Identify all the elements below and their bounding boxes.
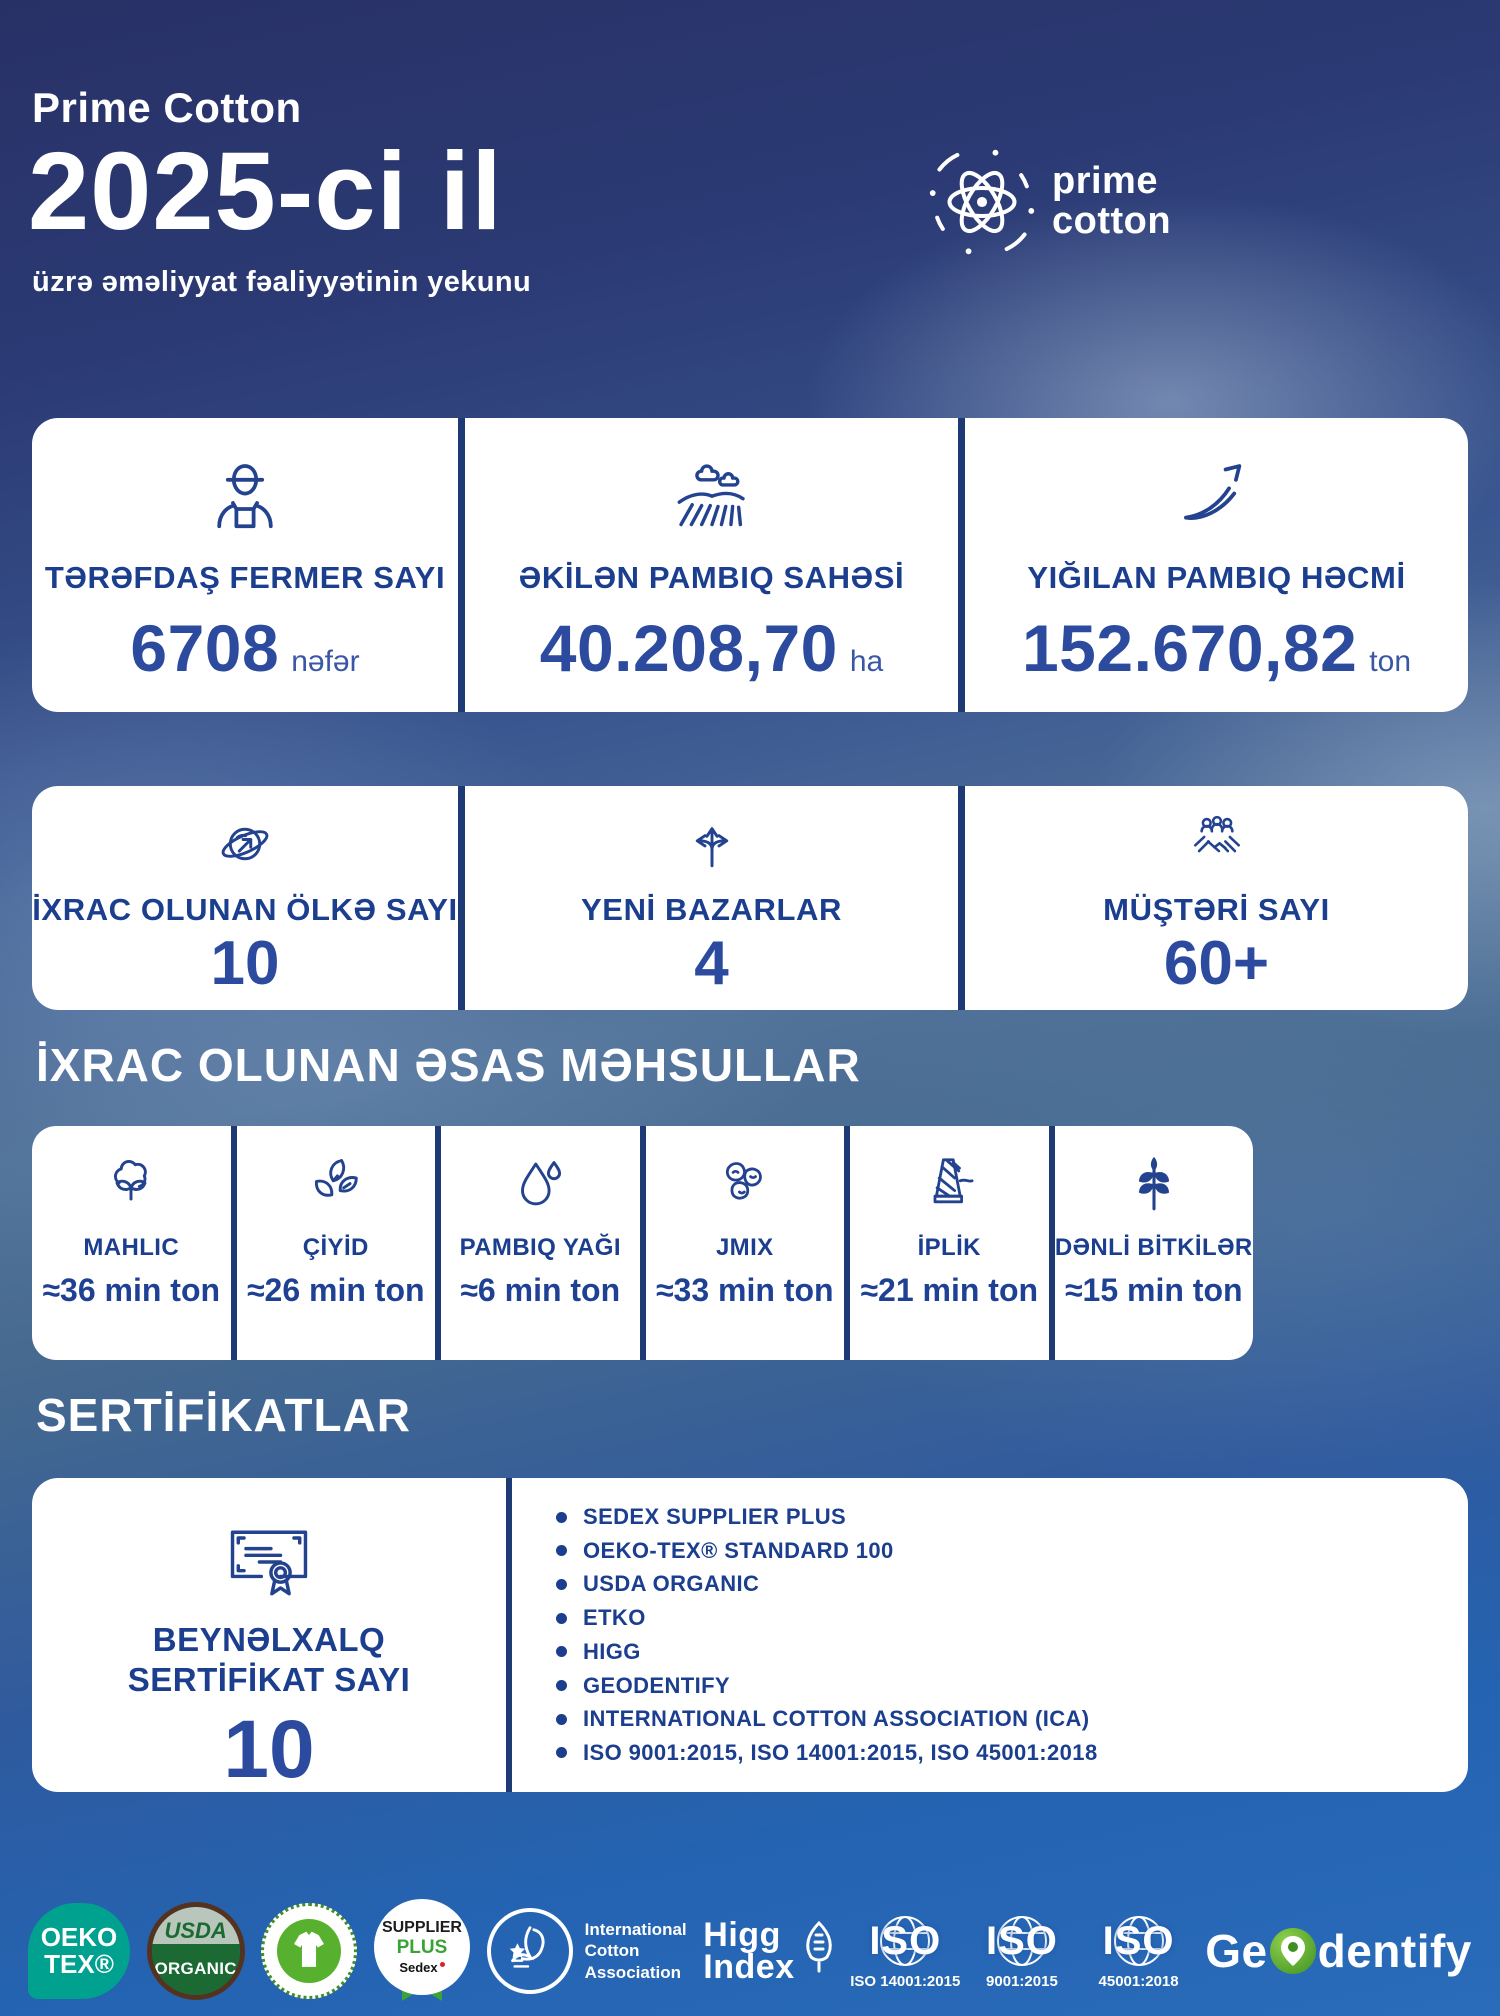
stat-card-customers (965, 786, 1468, 1010)
globe-export-icon (213, 812, 277, 876)
certificate-summary (32, 1478, 506, 1792)
bullet-dot-icon (556, 1646, 567, 1657)
page-subtitle: üzrə əməliyyat fəaliyyətinin yekunu (32, 266, 532, 298)
certificate-summary-label: BEYNƏLXALQ SERTİFİKAT SAYI (127, 1621, 411, 1699)
logo-wordmark: prime cotton (1052, 160, 1172, 242)
stat-unit: nəfər (291, 645, 360, 678)
certificate-list-item: INTERNATIONAL COTTON ASSOCIATION (ICA) (556, 1706, 1424, 1732)
bullet-dot-icon (556, 1613, 567, 1624)
ica-logo (487, 1908, 687, 1994)
certificate-count: 10 (223, 1703, 315, 1792)
product-value: ≈15 min ton (1064, 1272, 1243, 1308)
brand-title: Prime Cotton (32, 84, 302, 131)
stat-label: ƏKİLƏN PAMBIQ SAHƏSİ (518, 560, 905, 595)
product-card-grains (1055, 1126, 1254, 1360)
product-value: ≈6 min ton (460, 1272, 621, 1308)
certificate-list-item: HIGG (556, 1639, 1424, 1665)
stat-value: 4 (694, 929, 729, 998)
stat-value: 6708 (130, 611, 280, 685)
product-name: DƏNLİ BİTKİLƏR (1054, 1234, 1253, 1261)
product-card-oil (441, 1126, 640, 1360)
certificate-list-item: SEDEX SUPPLIER PLUS (556, 1504, 1424, 1530)
bullet-dot-icon (556, 1512, 567, 1523)
oil-drop-icon (505, 1150, 575, 1220)
stat-value: 10 (210, 929, 280, 998)
atom-flower-logo-icon (926, 146, 1038, 258)
cotton-lumps-icon (710, 1150, 780, 1220)
sedex-supplier-plus-logo: SUPPLIER PLUS Sedex (374, 1899, 470, 2003)
certification-logo-strip (28, 1896, 1472, 2006)
product-card-iplik (850, 1126, 1049, 1360)
stat-label: TƏRƏFDAŞ FERMER SAYI (44, 560, 446, 595)
gots-shirt-icon (277, 1919, 341, 1983)
growth-arrow-icon (1174, 454, 1260, 540)
product-name: JMIX (715, 1234, 774, 1261)
ica-wordmark: International Cotton Association (584, 1920, 687, 1982)
bullet-dot-icon (556, 1545, 567, 1556)
stat-value: 152.670,82 (1021, 611, 1358, 685)
stat-label: YENİ BAZARLAR (581, 892, 842, 927)
products-row (32, 1126, 1253, 1360)
directions-icon (680, 812, 744, 876)
primary-stats-row (32, 418, 1468, 712)
oeko-tex-logo: OEKO TEX® (28, 1903, 130, 1999)
red-dot-icon (440, 1962, 445, 1967)
product-card-jmix (646, 1126, 845, 1360)
stat-card-export-countries (32, 786, 458, 1010)
field-icon (669, 454, 755, 540)
certificate-list-item: ISO 9001:2015, ISO 14001:2015, ISO 45001:2018 (556, 1740, 1424, 1766)
year-title: 2025-ci il (28, 130, 503, 253)
bullet-dot-icon (556, 1714, 567, 1725)
stat-unit: ton (1369, 645, 1412, 678)
stat-label: İXRAC OLUNAN ÖLKƏ SAYI (32, 892, 458, 927)
product-value: ≈26 min ton (246, 1272, 425, 1308)
product-value: ≈33 min ton (655, 1272, 834, 1308)
cotton-boll-icon (96, 1150, 166, 1220)
product-name: ÇİYİD (302, 1234, 369, 1261)
secondary-stats-row (32, 786, 1468, 1010)
bullet-dot-icon (556, 1680, 567, 1691)
certificate-list-item: GEODENTIFY (556, 1673, 1424, 1699)
farmer-icon (202, 454, 288, 540)
gots-logo (261, 1903, 357, 1999)
product-value: ≈36 min ton (42, 1272, 221, 1308)
leaf-icon (799, 1919, 839, 1975)
wheat-icon (1119, 1150, 1189, 1220)
product-value: ≈21 min ton (860, 1272, 1039, 1308)
stat-label: YIĞILAN PAMBIQ HƏCMİ (1027, 560, 1406, 595)
stat-card-harvest (965, 418, 1468, 712)
certificate-list-item: ETKO (556, 1605, 1424, 1631)
stat-card-new-markets (465, 786, 958, 1010)
ica-emblem-icon (487, 1908, 573, 1994)
products-section-title: İXRAC OLUNAN ƏSAS MƏHSULLAR (36, 1039, 861, 1091)
handshake-icon (1185, 812, 1249, 876)
certificates-card (32, 1478, 1468, 1792)
product-name: İPLİK (917, 1234, 981, 1261)
product-name: PAMBIQ YAĞI (459, 1234, 621, 1261)
usda-organic-logo: USDA ORGANIC (147, 1902, 245, 2000)
iso-45001-logo: ISO 45001:2018 (1089, 1913, 1189, 1990)
seeds-icon (301, 1150, 371, 1220)
stat-card-farmers (32, 418, 458, 712)
stat-value: 60+ (1163, 929, 1270, 998)
stat-value: 40.208,70 (539, 611, 838, 685)
stat-unit: ha (849, 645, 884, 678)
map-pin-icon (1270, 1928, 1316, 1974)
certificate-list-item: USDA ORGANIC (556, 1571, 1424, 1597)
iso-14001-logo: ISO ISO 14001:2015 (855, 1913, 955, 1990)
product-card-ciyid (237, 1126, 436, 1360)
certificate-list-item: OEKO-TEX® STANDARD 100 (556, 1538, 1424, 1564)
bullet-dot-icon (556, 1747, 567, 1758)
product-card-mahlic (32, 1126, 231, 1360)
yarn-cone-icon (914, 1150, 984, 1220)
certificates-section-title: SERTİFİKATLAR (36, 1389, 412, 1441)
iso-9001-logo: ISO 9001:2015 (972, 1913, 1072, 1990)
higg-index-logo: Higg Index (703, 1919, 838, 1984)
certificate-list (512, 1478, 1468, 1792)
company-logo (926, 146, 1171, 258)
bullet-dot-icon (556, 1579, 567, 1590)
stat-label: MÜŞTƏRİ SAYI (1103, 892, 1330, 927)
stat-card-area (465, 418, 958, 712)
geodentify-logo: Ge dentify (1205, 1925, 1472, 1977)
product-name: MAHLIC (83, 1234, 180, 1261)
certificate-icon (221, 1522, 317, 1604)
